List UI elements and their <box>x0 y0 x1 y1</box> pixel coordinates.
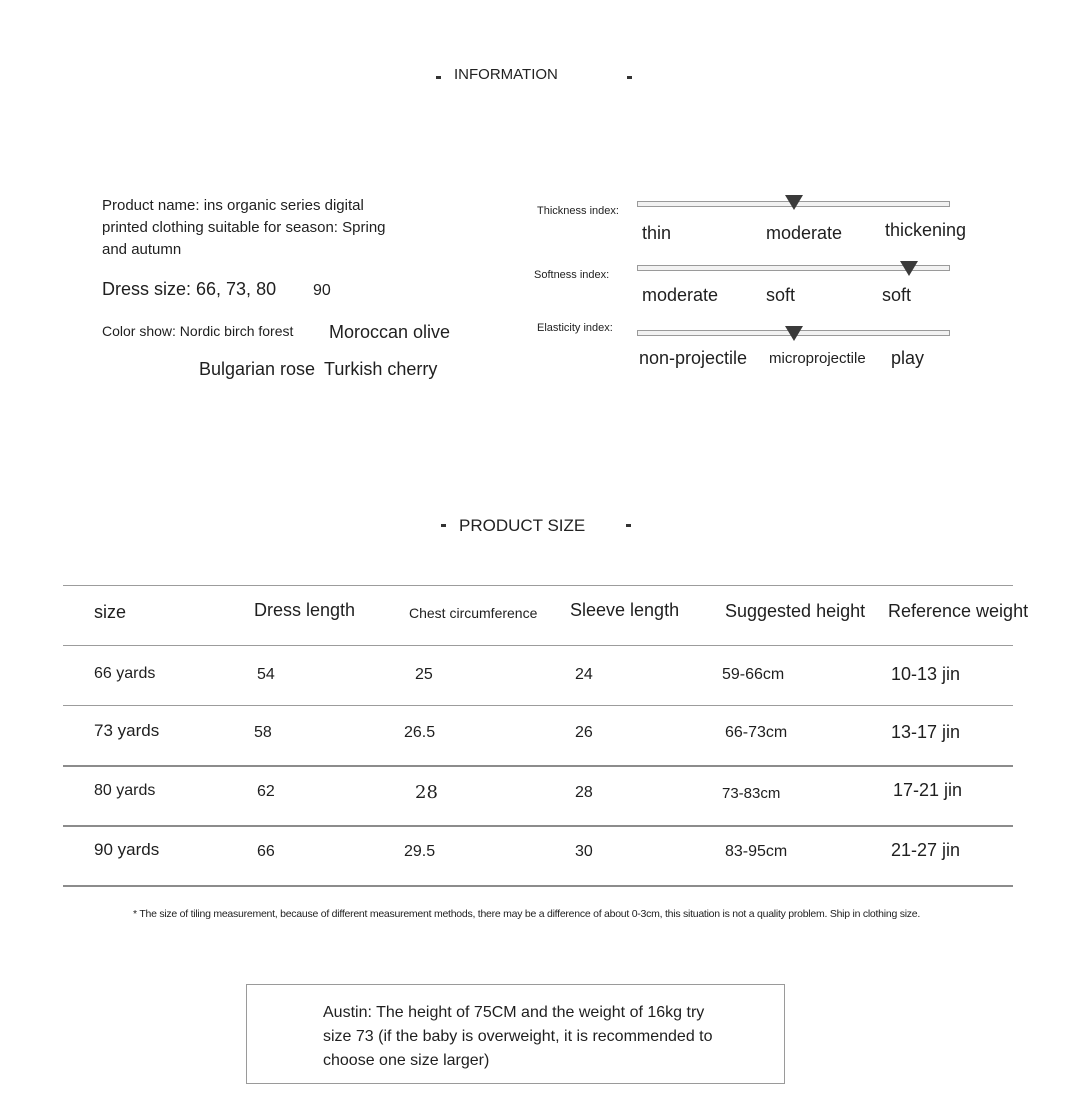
product-name-line-1: Product name: ins organic series digital <box>102 197 364 214</box>
table-cell-dress-length: 54 <box>257 666 275 683</box>
table-cell-weight: 17-21 jin <box>893 780 963 800</box>
column-header-size: size <box>94 602 127 622</box>
table-cell-height: 59-66cm <box>722 666 785 683</box>
table-rule <box>63 705 1013 706</box>
table-cell-dress-length: 58 <box>254 724 272 741</box>
size-recommendation-text: Austin: The height of 75CM and the weight of 16kg try size 73 (if the baby is overweight, it is recommended to choose one size larger) <box>323 1004 713 1069</box>
table-cell-sleeve: 28 <box>575 784 593 801</box>
table-rule <box>63 765 1013 767</box>
column-header-suggested-height: Suggested height <box>725 601 866 621</box>
column-header-sleeve-length: Sleeve length <box>570 600 680 620</box>
column-header-reference-weight: Reference weight <box>888 601 1029 621</box>
thickness-scale-high: thickening <box>885 220 967 240</box>
table-cell-weight: 21-27 jin <box>891 840 961 860</box>
table-cell-size: 80 yards <box>94 782 156 799</box>
column-header-chest: Chest circumference <box>409 605 538 621</box>
table-rule <box>63 825 1013 827</box>
table-cell-chest: 28 <box>415 782 438 803</box>
softness-scale-high: soft <box>882 285 912 305</box>
softness-scale-low: moderate <box>642 285 719 305</box>
heading-dash-right <box>626 524 631 527</box>
table-cell-chest: 29.5 <box>404 843 436 860</box>
table-cell-height: 73-83cm <box>722 785 781 802</box>
column-header-dress-length: Dress length <box>254 600 356 620</box>
table-cell-height: 66-73cm <box>725 724 788 741</box>
table-cell-sleeve: 30 <box>575 843 593 860</box>
product-name-line-3: and autumn <box>102 241 182 258</box>
table-cell-size: 90 yards <box>94 840 160 859</box>
table-rule-top <box>63 585 1013 586</box>
elasticity-scale-high: play <box>891 348 925 368</box>
table-cell-size: 66 yards <box>94 665 156 682</box>
product-name-line-2: printed clothing suitable for season: Spring <box>102 219 386 236</box>
table-cell-height: 83-95cm <box>725 843 788 860</box>
color-bulgarian-rose: Bulgarian rose <box>199 359 316 379</box>
table-cell-dress-length: 66 <box>257 843 275 860</box>
thickness-index-label: Thickness index: <box>537 205 619 217</box>
dress-size-extra: 90 <box>313 282 331 299</box>
measurement-footnote: * The size of tiling measurement, because of different measurement methods, there may be a difference of about 0-3cm, this situation is not a quality problem. Ship in clothing size. <box>133 908 921 920</box>
color-turkish-cherry: Turkish cherry <box>324 359 438 379</box>
table-cell-sleeve: 26 <box>575 724 593 741</box>
table-rule-bottom <box>63 885 1013 887</box>
thickness-scale-mid: moderate <box>766 223 843 243</box>
information-heading: INFORMATION <box>454 66 558 83</box>
table-cell-sleeve: 24 <box>575 666 593 683</box>
color-label: Color show: Nordic birch forest <box>102 323 294 339</box>
heading-dash-left <box>436 76 441 79</box>
softness-scale-mid: soft <box>766 285 796 305</box>
softness-index-label: Softness index: <box>534 269 610 281</box>
table-cell-chest: 26.5 <box>404 724 436 741</box>
size-recommendation-box <box>246 984 785 1084</box>
product-size-heading: PRODUCT SIZE <box>459 516 586 535</box>
table-cell-weight: 13-17 jin <box>891 722 961 742</box>
elasticity-scale-low: non-projectile <box>639 348 748 368</box>
table-cell-dress-length: 62 <box>257 783 275 800</box>
dress-size: Dress size: 66, 73, 80 <box>102 279 277 299</box>
softness-index-marker <box>900 261 918 276</box>
elasticity-index-label: Elasticity index: <box>537 322 613 334</box>
thickness-index-marker <box>785 195 803 210</box>
color-moroccan-olive: Moroccan olive <box>329 322 451 342</box>
elasticity-scale-mid: microprojectile <box>769 350 866 367</box>
thickness-scale-low: thin <box>642 223 672 243</box>
heading-dash-right <box>627 76 632 79</box>
table-cell-chest: 25 <box>415 666 433 683</box>
table-cell-weight: 10-13 jin <box>891 664 961 684</box>
heading-dash-left <box>441 524 446 527</box>
table-cell-size: 73 yards <box>94 721 160 740</box>
elasticity-index-marker <box>785 326 803 341</box>
table-rule <box>63 645 1013 646</box>
